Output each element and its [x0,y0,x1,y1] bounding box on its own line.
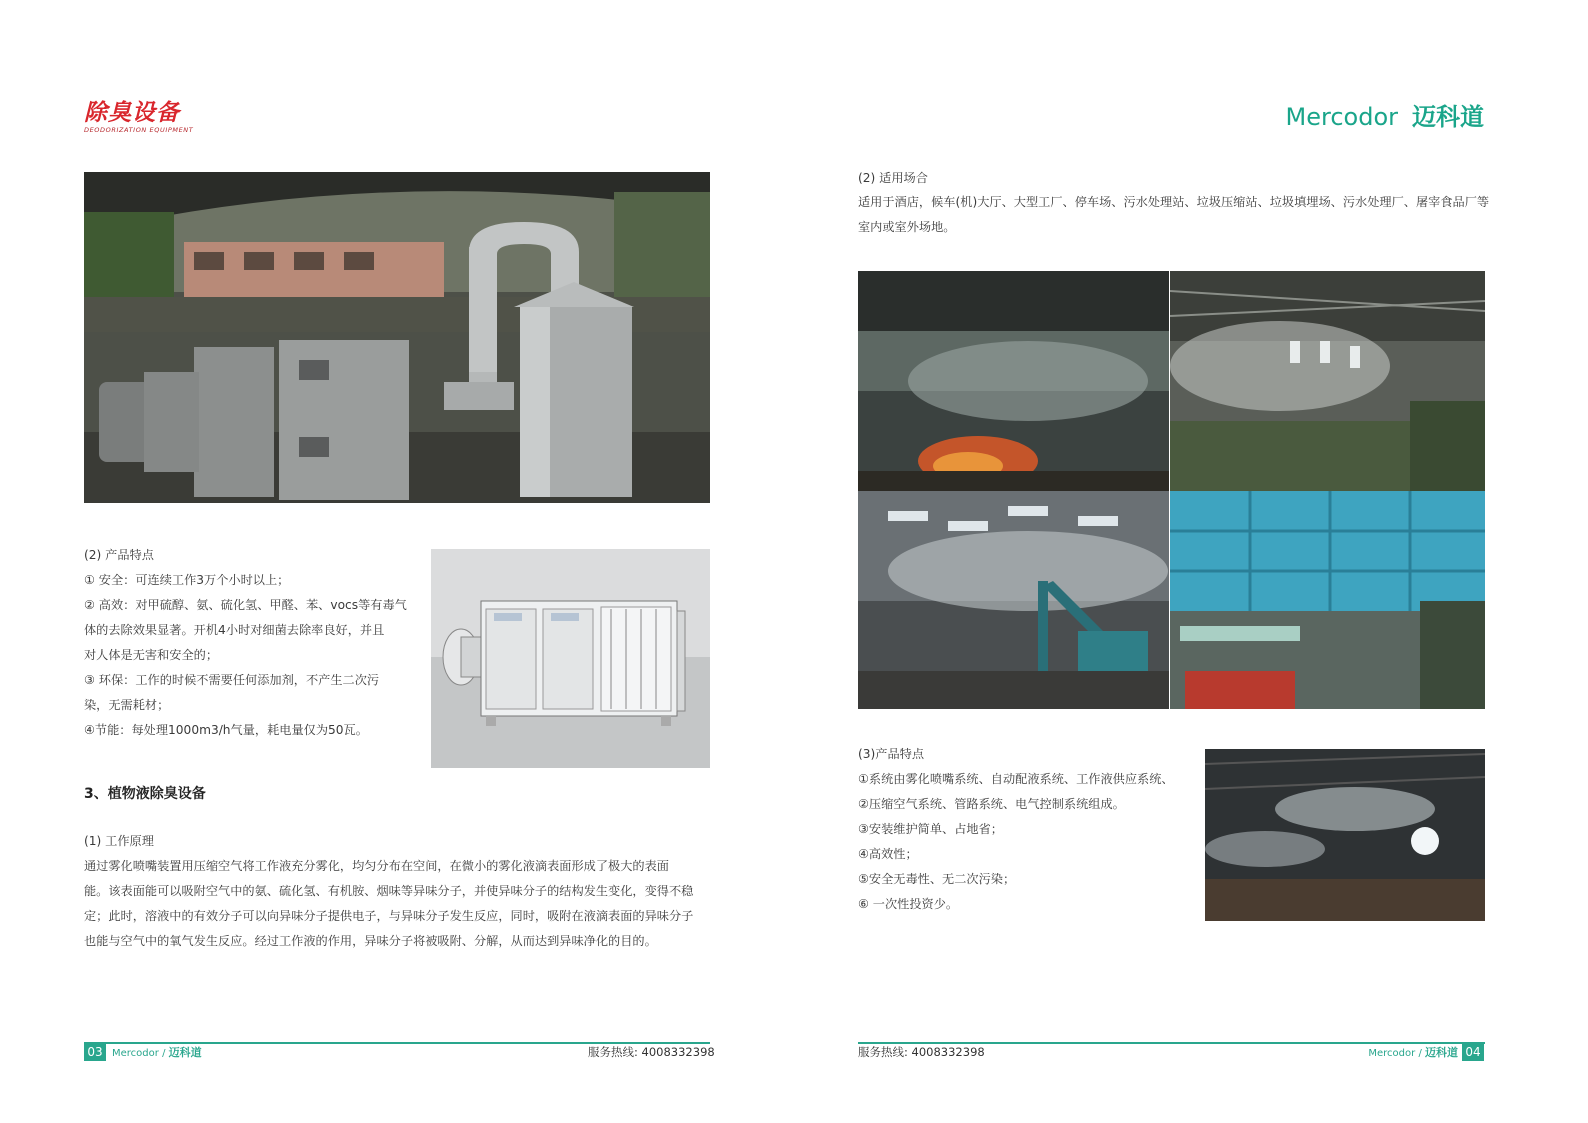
feature-item: ③ 环保：工作的时候不需要任何添加剂，不产生二次污 [84,673,380,687]
principle-line: 能。该表面能可以吸附空气中的氨、硫化氢、有机胺、烟味等异味分子，并使异味分子的结构发生变化，变得不稳 [84,884,694,898]
equipment-photo [84,172,710,503]
page-number-left: 03 [84,1044,106,1061]
logo-title: 除臭设备 [84,99,180,126]
feature-item: ④高效性； [858,847,918,861]
scope-line: 适用于酒店，候车(机)大厅、大型工厂、停车场、污水处理站、垃圾压缩站、垃圾填埋场、污水处理厂、屠宰食品厂等 [858,195,1490,209]
footer-brand-cn: 迈科道 [1425,1046,1458,1059]
footer-brand-cn: 迈科道 [168,1046,202,1059]
mist-photo-2 [1170,271,1485,491]
left-features-list [84,568,407,743]
principle-line: 也能与空气中的氧气发生反应。经过工作液的作用，异味分子将被吸附、分解，从而达到异味净化的目的。 [84,934,657,948]
feature-item: ③安装维护简单、占地省； [858,822,1003,836]
hotline-right: 服务热线: 4008332398 [858,1045,985,1059]
brand-header [1286,102,1484,132]
mist-photo-1 [858,271,1169,491]
feature-item: 体的去除效果显著。开机4小时对细菌去除率良好，并且 [84,623,385,637]
feature-item: 对人体是无害和安全的； [84,648,219,662]
feature-item: ①系统由雾化喷嘴系统、自动配液系统、工作液供应系统、 [858,772,1174,786]
feature-item: 染，无需耗材； [84,698,170,712]
brand-cn: 迈科道 [1412,102,1484,131]
mist-nozzle-photo [1205,749,1485,921]
feature-item: ②压缩空气系统、管路系统、电气控制系统组成。 [858,797,1125,811]
left-features-title: (2) 产品特点 [84,548,154,562]
feature-item: ⑤安全无毒性、无二次污染； [858,872,1016,886]
scope-paragraph [858,190,1489,240]
feature-item: ⑥ 一次性投资少。 [858,897,959,911]
principle-paragraph [84,854,693,954]
principle-line: 定；此时，溶液中的有效分子可以向异味分子提供电子，与异味分子发生反应，同时，吸附在液滴表面的异味分子 [84,909,694,923]
mist-photo-4 [1170,491,1485,709]
scope-line: 室内或室外场地。 [858,220,956,234]
feature-item: ④节能：每处理1000m3/h气量，耗电量仅为50瓦。 [84,723,368,737]
footer-brand-left [112,1044,202,1062]
brand-en: Mercodor [1285,103,1398,131]
right-features-title: (3)产品特点 [858,747,925,761]
mist-photo-3 [858,491,1169,709]
principle-title: (1) 工作原理 [84,834,154,848]
footer-separator: / [1418,1048,1422,1059]
scope-title: (2) 适用场合 [858,171,928,185]
footer-brand-en: Mercodor [1368,1048,1416,1059]
feature-item: ① 安全：可连续工作3万个小时以上； [84,573,290,587]
right-features-list [858,767,1174,917]
feature-item: ② 高效：对甲硫醇、氨、硫化氢、甲醛、苯、vocs等有毒气 [84,598,407,612]
section-title: 3、植物液除臭设备 [84,786,206,802]
equipment-render [431,549,710,768]
footer-brand-right [1368,1044,1458,1062]
principle-line: 通过雾化喷嘴装置用压缩空气将工作液充分雾化，均匀分布在空间，在微小的雾化液滴表面形成了极大的表面 [84,859,669,873]
hotline-left: 服务热线: 4008332398 [588,1045,715,1059]
footer-separator: / [162,1048,166,1059]
logo-subtitle: DEODORIZATION EQUIPMENT [84,126,194,134]
page-number-right: 04 [1462,1044,1484,1061]
footer-brand-en: Mercodor [112,1048,159,1059]
